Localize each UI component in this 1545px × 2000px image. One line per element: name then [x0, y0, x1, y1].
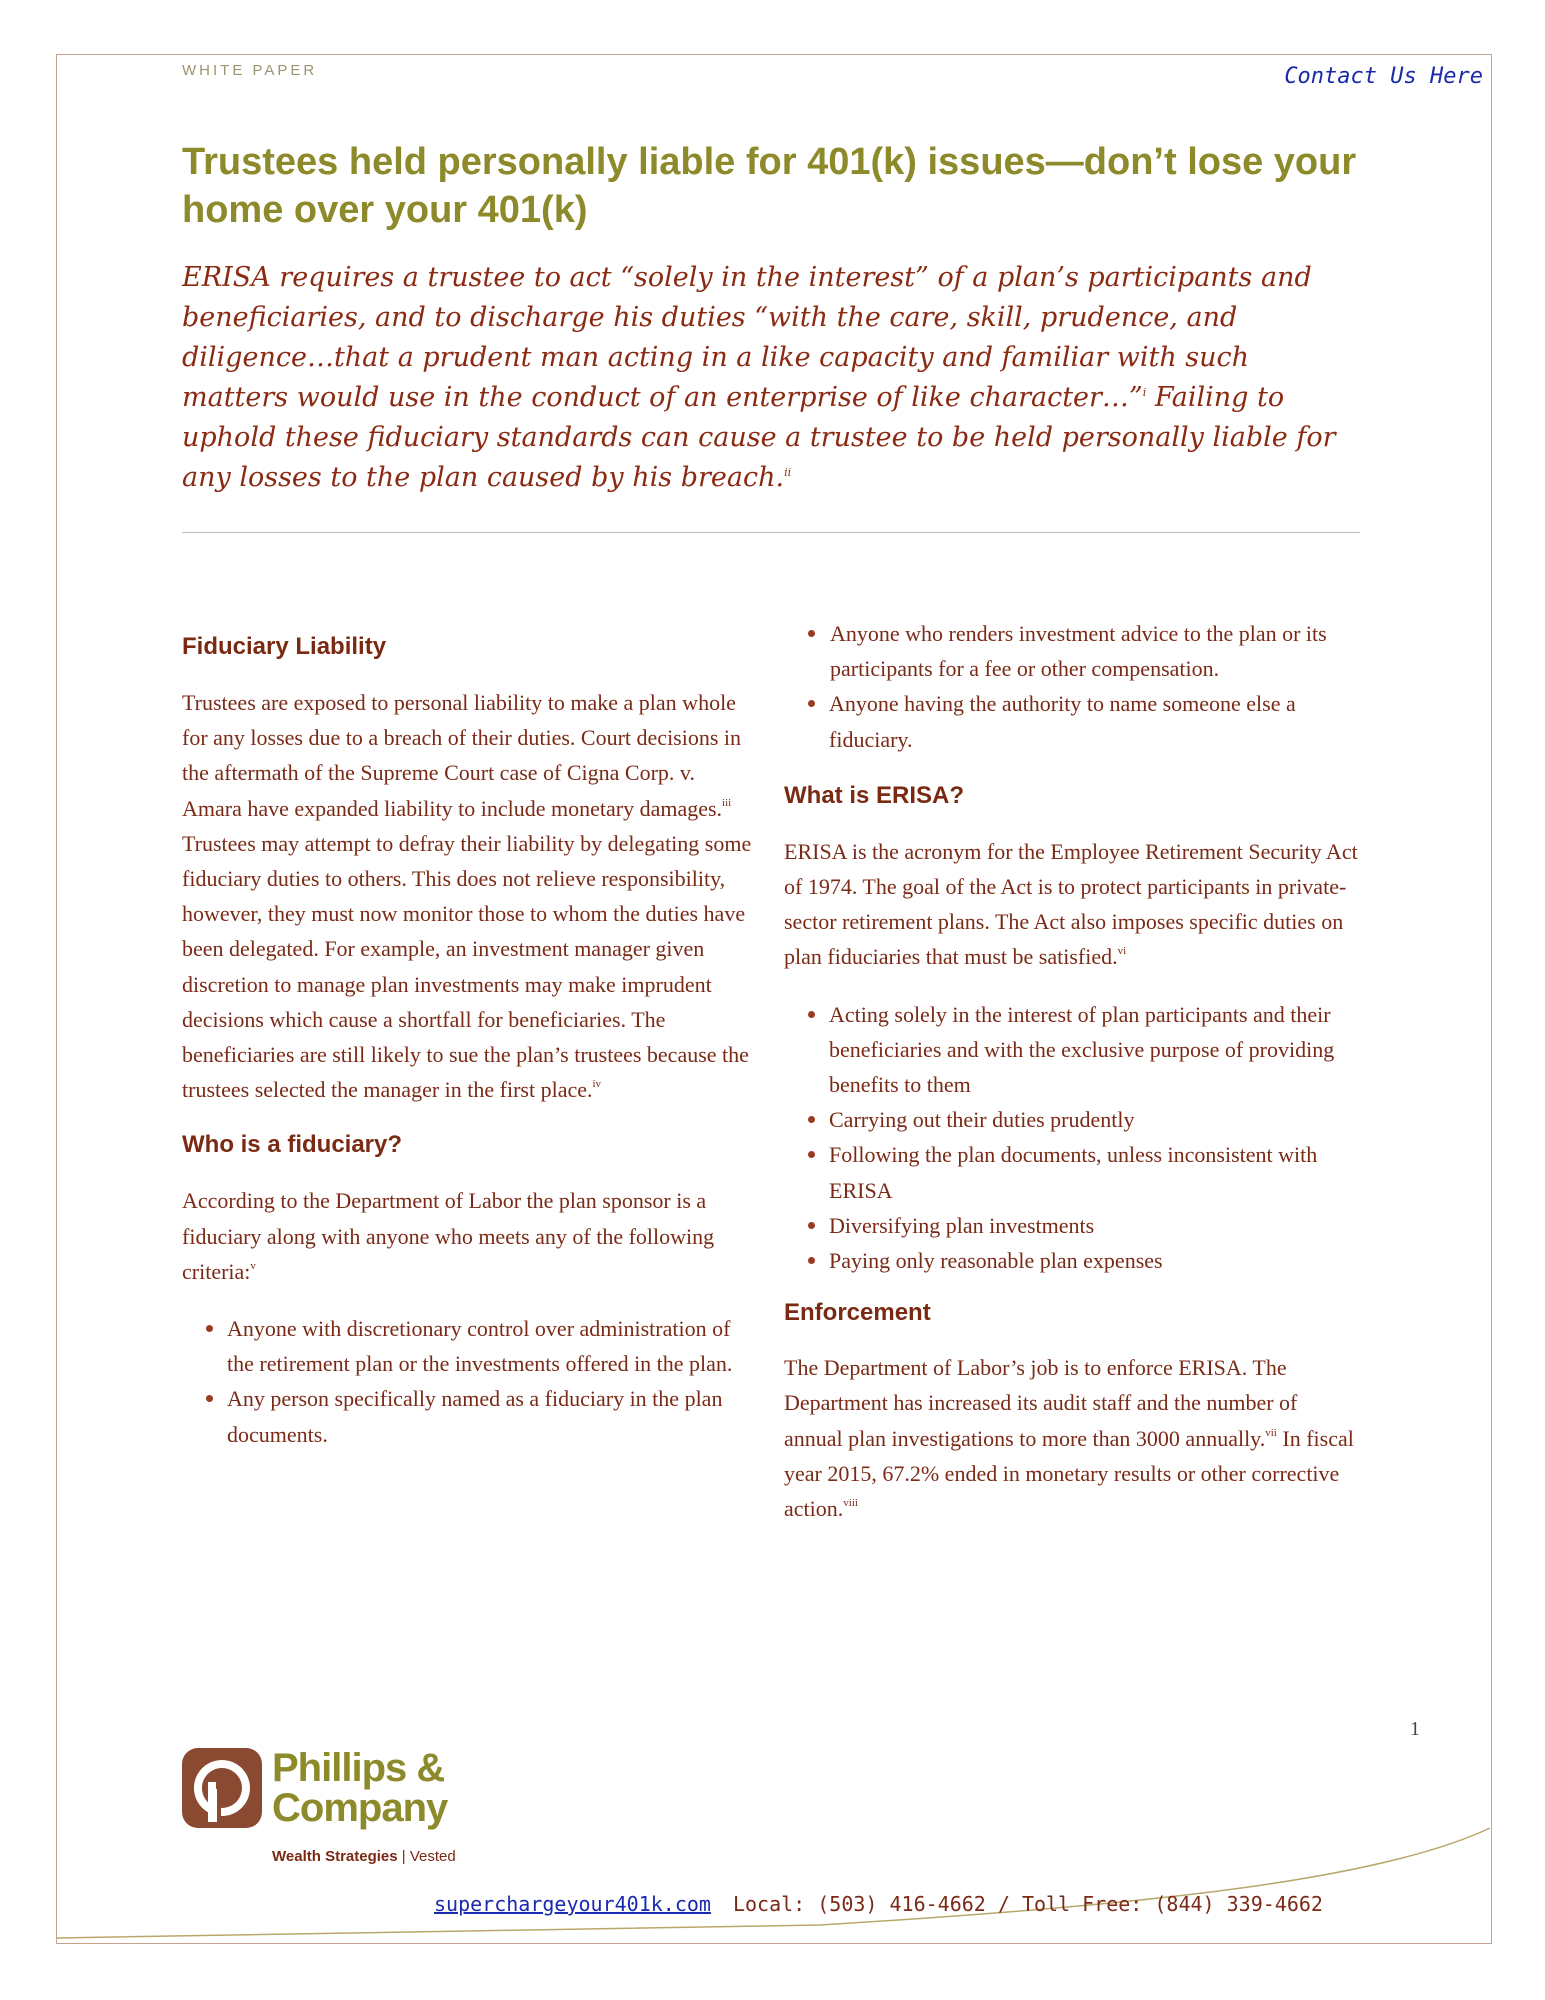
paragraph-text-continued: In fiscal year 2015, 67.2% ended in monetary results or other corrective action. — [784, 1425, 1354, 1522]
company-tagline — [272, 1848, 456, 1865]
bullet-icon — [808, 1116, 815, 1123]
list-item — [784, 997, 1359, 1103]
section-heading-who-is-fiduciary: Who is a fiduciary? — [182, 1131, 403, 1159]
fiduciary-criteria-list-continued — [784, 616, 1359, 757]
list-item — [182, 1381, 754, 1451]
list-item-text: Any person specifically named as a fiduciary in the plan documents. — [227, 1386, 723, 1447]
list-item — [784, 1208, 1359, 1243]
footnote-ref[interactable]: vii — [1265, 1426, 1277, 1439]
section-heading-enforcement: Enforcement — [784, 1299, 931, 1327]
tagline-rest: | Vested — [397, 1848, 456, 1865]
section-heading-what-is-erisa: What is ERISA? — [784, 781, 965, 809]
section-heading-fiduciary-liability: Fiduciary Liability — [182, 633, 387, 660]
list-item-text: Anyone having the authority to name someone else a fiduciary. — [829, 691, 1296, 752]
paragraph-text: ERISA is the acronym for the Employee Retirement Security Act of 1974. The goal of the Act is to protect participants in private-sector retirement plans. The Act also imposes specific duties on plan fiduciaries that must be satisfied. — [784, 838, 1358, 970]
footnote-ref[interactable]: ii — [784, 466, 792, 479]
intro-text: ERISA requires a trustee to act “solely in the interest” of a plan’s participants and beneficiaries, and to discharge his duties “with the care, skill, prudence, and diligence…that a prudent man acting in a like capacity and familiar with such matters would use in the conduct of an enterprise of like character…” — [182, 262, 1312, 413]
paragraph-text: According to the Department of Labor the plan sponsor is a fiduciary along with anyone who meets any of the following criteria: — [182, 1188, 715, 1284]
bullet-icon — [808, 1257, 815, 1264]
list-item — [784, 686, 1359, 756]
fiduciary-criteria-list — [182, 1311, 754, 1452]
phone-numbers: Local: (503) 416-4662 / Toll Free: (844) 339-4662 — [732, 1892, 1323, 1916]
paragraph-text: Trustees are exposed to personal liability to make a plan whole for any losses due to a breach of their duties. Court decisions in the aftermath of the Supreme Court case of Cigna Corp. v. Amara have expanded liability to include monetary damages. — [182, 690, 742, 821]
enforcement-paragraph — [784, 1350, 1359, 1526]
footnote-ref[interactable]: iii — [722, 796, 732, 809]
list-item-text: Diversifying plan investments — [829, 1212, 1095, 1238]
paragraph-text: The Department of Labor’s job is to enforce ERISA. The Department has increased its audit staff and the number of annual plan investigations to more than 3000 annually. — [784, 1355, 1298, 1451]
list-item — [784, 1102, 1359, 1137]
what-is-erisa-paragraph — [784, 834, 1359, 975]
contact-us-link[interactable]: Contact Us Here — [1284, 64, 1483, 89]
footnote-ref[interactable]: v — [250, 1259, 256, 1272]
footer-contact — [434, 1892, 1323, 1916]
bullet-icon — [808, 700, 815, 707]
list-item-text: Anyone with discretionary control over administration of the retirement plan or the investments offered in the plan. — [227, 1316, 733, 1377]
website-link[interactable]: superchargeyour401k.com — [434, 1892, 711, 1916]
list-item-text: Carrying out their duties prudently — [829, 1107, 1135, 1133]
bullet-icon — [808, 1011, 815, 1018]
list-item — [784, 616, 1359, 686]
list-item — [784, 1243, 1359, 1278]
left-column — [182, 600, 754, 1452]
intro-text-continued: Failing to uphold these fiduciary standards can cause a trustee to be held personally liable for any losses to the plan caused by his breach. — [182, 382, 1336, 493]
bullet-icon — [206, 1395, 213, 1402]
page-number: 1 — [1410, 1718, 1420, 1740]
intro-paragraph — [182, 258, 1342, 498]
list-item — [182, 1311, 754, 1381]
bullet-icon — [206, 1325, 213, 1332]
company-name — [272, 1748, 492, 1828]
document-type-label: WHITE PAPER — [182, 62, 318, 79]
company-logo — [182, 1748, 502, 1868]
list-item — [784, 1137, 1359, 1207]
section-divider — [182, 532, 1360, 533]
company-logo-mark-icon — [182, 1748, 262, 1828]
footnote-ref[interactable]: vi — [1117, 945, 1127, 958]
footnote-ref[interactable]: i — [1142, 386, 1147, 399]
footnote-ref[interactable]: viii — [843, 1497, 858, 1510]
company-name-line-2: Company — [272, 1786, 448, 1830]
company-name-line-1: Phillips & — [272, 1746, 445, 1790]
bullet-icon — [808, 1222, 815, 1229]
page-title: Trustees held personally liable for 401(k) issues—don’t lose your home over your 401(k) — [182, 141, 1357, 231]
list-item-text: Paying only reasonable plan expenses — [829, 1248, 1163, 1274]
list-item-text: Following the plan documents, unless inconsistent with ERISA — [829, 1142, 1318, 1203]
who-fiduciary-paragraph — [182, 1183, 754, 1289]
list-item-text: Acting solely in the interest of plan participants and their beneficiaries and with the exclusive purpose of providing benefits to them — [829, 1001, 1335, 1098]
fiduciary-liability-paragraph — [182, 685, 754, 1107]
bullet-icon — [808, 630, 815, 637]
fiduciary-duties-list — [784, 997, 1359, 1279]
right-column — [784, 616, 1359, 1526]
paragraph-text-continued: Trustees may attempt to defray their liability by delegating some fiduciary duties to others. This does not relieve responsibility, however, they must now monitor those to whom the duties have been delegated. For example, an investment manager given discretion to manage plan investments may make imprudent decisions which cause a shortfall for beneficiaries. The beneficiaries are still likely to sue the plan’s trustees because the trustees selected the manager in the first place. — [182, 830, 752, 1103]
bullet-icon — [808, 1151, 815, 1158]
footnote-ref[interactable]: iv — [592, 1078, 602, 1091]
tagline-strong: Wealth Strategies — [272, 1848, 398, 1865]
list-item-text: Anyone who renders investment advice to the plan or its participants for a fee or other compensation. — [830, 621, 1327, 682]
